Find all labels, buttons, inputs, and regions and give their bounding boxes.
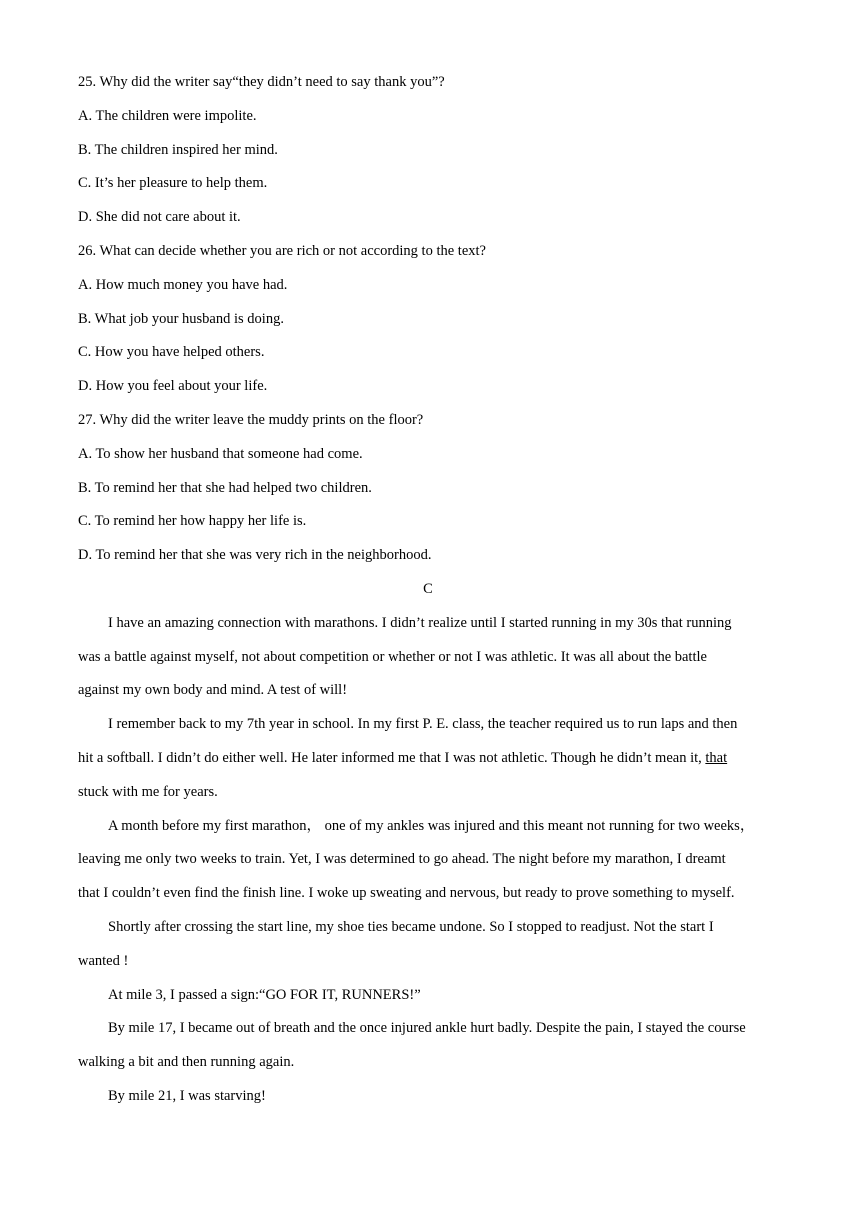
paragraph-4 — [78, 911, 778, 979]
text-line: wanted ! — [78, 952, 129, 969]
text-line: I have an amazing connection with marathons. I didn’t realize until I started running in my 30s that running — [108, 614, 732, 631]
underlined-word: that — [705, 749, 728, 766]
paragraph-2 — [78, 708, 778, 809]
document-page — [78, 66, 778, 1114]
question-27 — [78, 404, 778, 573]
answer-option: C. It’s her pleasure to help them. — [78, 175, 268, 192]
text-line — [78, 742, 778, 776]
text-span: hit a softball. I didn’t do either well. He later informed me that I was not athletic. Though he didn’t mean it, — [78, 749, 706, 766]
paragraph-7: By mile 21, I was starving! — [108, 1087, 266, 1104]
text-line: Shortly after crossing the start line, my shoe ties became undone. So I stopped to readjust. Not the start I — [108, 918, 714, 935]
question-stem: 27. Why did the writer leave the muddy prints on the floor? — [78, 411, 424, 428]
answer-option: C. How you have helped others. — [78, 344, 265, 361]
text-line: leaving me only two weeks to train. Yet, I was determined to go ahead. The night before my marathon, I dreamt — [78, 851, 726, 868]
paragraph-3 — [78, 810, 778, 911]
answer-option: D. She did not care about it. — [78, 209, 241, 226]
question-stem: 25. Why did the writer say“they didn’t need to say thank you”? — [78, 74, 445, 90]
answer-option: B. What job your husband is doing. — [78, 310, 284, 327]
text-line: By mile 17, I became out of breath and the once injured ankle hurt badly. Despite the pain, I stayed the course — [108, 1020, 746, 1037]
text-line: stuck with me for years. — [78, 783, 218, 800]
text-line: walking a bit and then running again. — [78, 1054, 295, 1071]
text-line: that I couldn’t even find the finish line. I woke up sweating and nervous, but ready to prove something to myself. — [78, 885, 735, 902]
paragraph-6 — [78, 1012, 778, 1080]
answer-option: A. To show her husband that someone had come. — [78, 445, 363, 462]
answer-option: C. To remind her how happy her life is. — [78, 513, 307, 530]
section-heading: C — [423, 580, 433, 597]
text-line: was a battle against myself, not about competition or whether or not I was athletic. It was all about the battle — [78, 648, 707, 665]
answer-option: B. To remind her that she had helped two children. — [78, 479, 372, 496]
answer-option: A. The children were impolite. — [78, 107, 257, 124]
text-line: against my own body and mind. A test of will! — [78, 682, 348, 699]
question-25 — [78, 66, 778, 235]
paragraph-5: At mile 3, I passed a sign:“GO FOR IT, RUNNERS!” — [108, 986, 421, 1003]
text-line: I remember back to my 7th year in school. In my first P. E. class, the teacher required us to run laps and then — [108, 716, 738, 733]
paragraph-1 — [78, 607, 778, 708]
question-26 — [78, 235, 778, 404]
answer-option: D. How you feel about your life. — [78, 378, 268, 395]
question-stem: 26. What can decide whether you are rich or not according to the text? — [78, 242, 486, 259]
answer-option: A. How much money you have had. — [78, 276, 288, 293]
answer-option: D. To remind her that she was very rich in the neighborhood. — [78, 547, 432, 564]
text-line: A month before my first marathon， one of my ankles was injured and this meant not running for two weeks， — [108, 817, 755, 834]
answer-option: B. The children inspired her mind. — [78, 141, 278, 158]
